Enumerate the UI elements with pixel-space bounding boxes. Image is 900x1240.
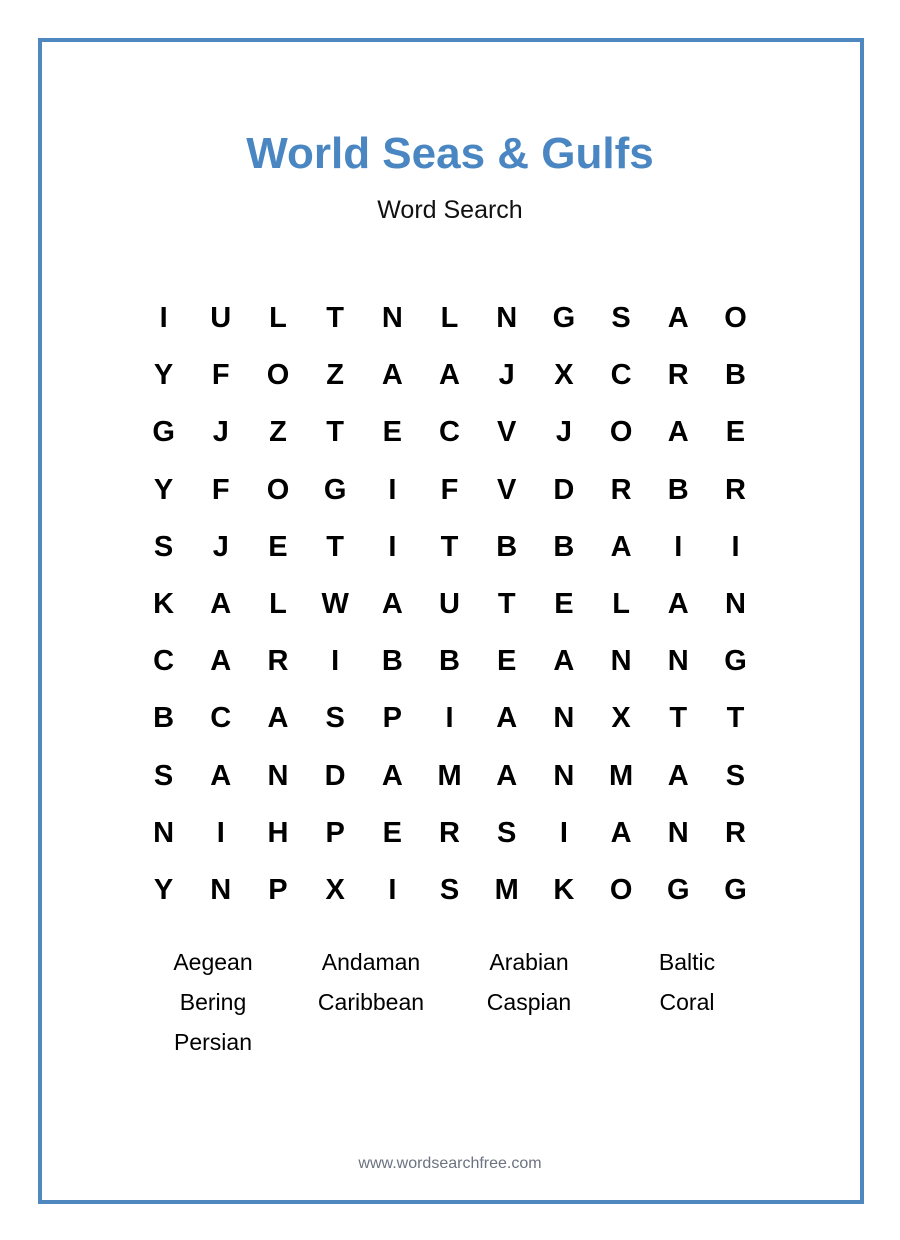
grid-cell: O <box>266 473 290 506</box>
grid-cell: D <box>324 759 346 792</box>
grid-cell: A <box>667 759 689 792</box>
word-list-item: Caspian <box>486 988 572 1015</box>
grid-cell: S <box>611 302 631 335</box>
grid-cell: G <box>152 416 175 449</box>
grid-cell: A <box>610 530 632 563</box>
grid-cell: F <box>440 473 459 506</box>
grid-cell: U <box>439 588 460 621</box>
grid-cell: T <box>497 588 516 621</box>
grid-cell: J <box>212 416 229 449</box>
grid-cell: V <box>497 473 517 506</box>
grid-cell: R <box>610 473 632 506</box>
word-list-item: Andaman <box>321 948 421 975</box>
grid-cell: O <box>609 416 633 449</box>
grid-cell: G <box>323 473 347 506</box>
grid-cell: N <box>610 645 632 678</box>
grid-cell: N <box>667 645 689 678</box>
grid-cell: N <box>553 759 575 792</box>
grid-cell: Y <box>153 473 174 506</box>
grid-cell: H <box>267 816 289 849</box>
grid-cell: V <box>497 416 517 449</box>
grid-cell: K <box>153 588 175 621</box>
grid-cell: A <box>210 645 232 678</box>
grid-cell: I <box>731 530 740 563</box>
grid-cell: B <box>153 702 175 735</box>
grid-cell: X <box>325 873 345 906</box>
grid-cell: M <box>437 759 462 792</box>
grid-cell: O <box>609 873 633 906</box>
grid-cell: P <box>382 702 403 735</box>
word-list-item: Arabian <box>489 948 569 975</box>
grid-cell: R <box>267 645 289 678</box>
grid-cell: E <box>554 588 574 621</box>
grid-cell: K <box>553 873 575 906</box>
grid-cell: I <box>674 530 683 563</box>
word-list-item: Caribbean <box>317 988 425 1015</box>
grid-cell: R <box>724 473 746 506</box>
grid-cell: N <box>153 816 175 849</box>
grid-cell: I <box>388 530 397 563</box>
grid-cell: S <box>725 759 746 792</box>
grid-cell: G <box>724 645 747 678</box>
grid-cell: J <box>498 359 515 392</box>
grid-cell: T <box>440 530 459 563</box>
grid-cell: N <box>381 302 403 335</box>
grid-cell: O <box>266 359 290 392</box>
word-list-item: Persian <box>174 1028 252 1055</box>
grid-cell: L <box>269 302 287 335</box>
grid-cell: S <box>153 530 174 563</box>
grid-cell: E <box>725 416 746 449</box>
grid-cell: Y <box>153 873 174 906</box>
grid-cell: S <box>497 816 517 849</box>
grid-cell: A <box>610 816 632 849</box>
grid-cell: I <box>388 473 397 506</box>
word-list-item: Aegean <box>173 948 253 975</box>
grid-cell: A <box>496 702 518 735</box>
grid-cell: T <box>326 530 345 563</box>
grid-cell: J <box>555 416 572 449</box>
grid-cell: R <box>724 816 746 849</box>
grid-cell: Z <box>269 416 287 449</box>
grid-cell: F <box>211 473 230 506</box>
grid-cell: N <box>210 873 232 906</box>
grid-cell: B <box>381 645 403 678</box>
grid-cell: U <box>210 302 232 335</box>
grid-cell: I <box>445 702 454 735</box>
grid-cell: I <box>331 645 340 678</box>
grid-cell: E <box>382 416 403 449</box>
page-title: World Seas & Gulfs <box>246 129 654 178</box>
grid-cell: B <box>724 359 746 392</box>
grid-cell: I <box>388 873 397 906</box>
grid-cell: N <box>496 302 518 335</box>
grid-cell: G <box>724 873 747 906</box>
grid-cell: A <box>667 302 689 335</box>
grid-cell: L <box>269 588 287 621</box>
grid-cell: N <box>553 702 575 735</box>
grid-cell: D <box>553 473 575 506</box>
grid-cell: C <box>153 645 175 678</box>
grid-cell: X <box>554 359 574 392</box>
grid-cell: A <box>381 588 403 621</box>
grid-cell: I <box>559 816 568 849</box>
grid-cell: I <box>159 302 168 335</box>
grid-cell: A <box>210 588 232 621</box>
letter-grid <box>135 290 765 919</box>
page-subtitle: Word Search <box>377 196 523 224</box>
grid-cell: J <box>212 530 229 563</box>
grid-cell: P <box>325 816 345 849</box>
grid-cell: X <box>611 702 631 735</box>
grid-cell: A <box>210 759 232 792</box>
grid-cell: S <box>153 759 174 792</box>
grid-cell: L <box>612 588 630 621</box>
grid-cell: E <box>382 816 403 849</box>
grid-cell: A <box>667 588 689 621</box>
grid-cell: O <box>724 302 747 335</box>
word-list <box>134 942 766 1062</box>
grid-cell: L <box>440 302 459 335</box>
grid-cell: W <box>321 588 349 621</box>
grid-cell: I <box>216 816 225 849</box>
grid-cell: B <box>439 645 460 678</box>
grid-cell: S <box>439 873 460 906</box>
grid-cell: A <box>381 759 403 792</box>
grid-cell: A <box>267 702 289 735</box>
grid-cell: P <box>268 873 288 906</box>
grid-cell: N <box>724 588 746 621</box>
grid-cell: M <box>609 759 634 792</box>
grid-cell: M <box>494 873 519 906</box>
grid-cell: C <box>210 702 232 735</box>
grid-cell: T <box>326 416 345 449</box>
grid-cell: Y <box>153 359 174 392</box>
grid-cell: N <box>267 759 289 792</box>
grid-cell: A <box>553 645 575 678</box>
grid-cell: E <box>497 645 517 678</box>
grid-cell: A <box>439 359 460 392</box>
grid-cell: F <box>211 359 230 392</box>
grid-cell: B <box>496 530 518 563</box>
grid-cell: T <box>726 702 745 735</box>
grid-cell: R <box>439 816 460 849</box>
grid-cell: C <box>610 359 632 392</box>
grid-cell: B <box>667 473 689 506</box>
grid-cell: C <box>439 416 460 449</box>
grid-cell: G <box>552 302 576 335</box>
grid-cell: T <box>669 702 688 735</box>
grid-cell: A <box>496 759 518 792</box>
grid-cell: A <box>381 359 403 392</box>
grid-cell: S <box>325 702 345 735</box>
word-list-item: Coral <box>659 988 715 1015</box>
grid-cell: G <box>667 873 690 906</box>
grid-cell: Z <box>326 359 345 392</box>
footer-url: www.wordsearchfree.com <box>358 1155 542 1172</box>
grid-cell: A <box>667 416 689 449</box>
grid-cell: T <box>326 302 345 335</box>
word-list-item: Baltic <box>658 948 716 975</box>
grid-cell: E <box>268 530 288 563</box>
grid-cell: R <box>667 359 689 392</box>
grid-cell: N <box>667 816 689 849</box>
word-list-item: Bering <box>179 988 247 1015</box>
grid-cell: B <box>553 530 575 563</box>
